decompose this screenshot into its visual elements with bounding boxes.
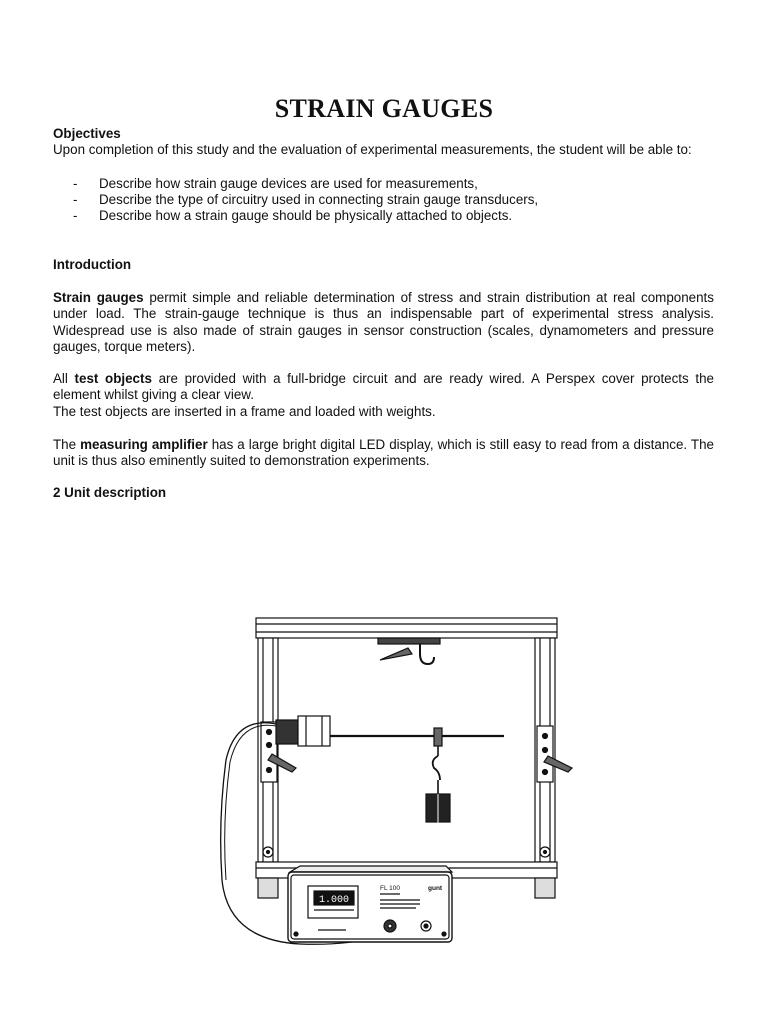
amplifier-top [290,866,452,872]
frame-foot [535,878,555,898]
paragraph-text: permit simple and reliable determination of stress and strain distribution at real components under load. The strain-gauge technique is thus an indispensable part of experimental stress analysis. Widespread use is also made of strain gauges in sensor construction (scales, dynamometers and pressure gauges, torque meters). [53,290,714,355]
bolt-icon [544,851,547,854]
bold-term: Strain gauges [53,290,144,305]
device-label: FL 100 [380,885,400,892]
bolt-icon [267,743,272,748]
introduction-heading: Introduction [53,257,132,272]
paragraph-text: has a large bright digital LED display, which is still easy to read from a distance. The unit is thus also eminently suited to demonstration experiments. [53,437,714,469]
bolt-icon [267,768,272,773]
paragraph-text: All [53,371,75,386]
weight-hanger-clip [434,728,442,746]
brand-label: gunt [428,885,443,892]
objectives-heading: Objectives [53,126,121,141]
list-item-text: Describe how strain gauge devices are used for measurements, [99,176,478,191]
top-hook-bracket [378,638,440,644]
top-hook [420,644,434,664]
frame-top-beam [256,618,557,638]
weight-hook [433,756,440,780]
paragraph-text: The [53,437,81,452]
list-item-text: Describe how a strain gauge should be physically attached to objects. [99,208,513,223]
page-title: STRAIN GAUGES [274,94,494,123]
gauge-connector [276,720,298,744]
objectives-text: Upon completion of this study and the evaluation of experimental measurements, the student will be able to: [53,142,692,157]
bolt-icon [267,851,270,854]
led-display-value: 1.000 [318,895,350,906]
screw-icon [294,932,298,936]
bolt-icon [543,748,548,753]
bold-term: measuring amplifier [80,437,208,452]
bolt-icon [543,770,548,775]
connector-socket-icon [424,924,428,928]
screw-icon [442,932,446,936]
list-item: - Describe the type of circuitry used in connecting strain gauge transducers, [73,192,539,207]
paragraph-text: The test objects are inserted in a frame and loaded with weights. [53,403,436,419]
paragraph-text: are provided with a full-bridge circuit and are ready wired. A Perspex cover protects the element whilst giving a clear view. [53,371,714,403]
unit-description-heading: 2 Unit description [53,485,167,500]
frame-foot [258,878,278,898]
bold-term: test objects [74,371,152,386]
list-item-text: Describe the type of circuitry used in connecting strain gauge transducers, [99,192,539,207]
bolt-icon [543,734,548,739]
amplifier-knob-icon [388,924,392,928]
list-item: - Describe how a strain gauge should be physically attached to objects. [73,208,513,223]
bolt-icon [267,730,272,735]
top-hook-lever [380,648,412,660]
list-item: - Describe how strain gauge devices are used for measurements, [73,176,478,191]
gauge-housing [298,716,330,746]
